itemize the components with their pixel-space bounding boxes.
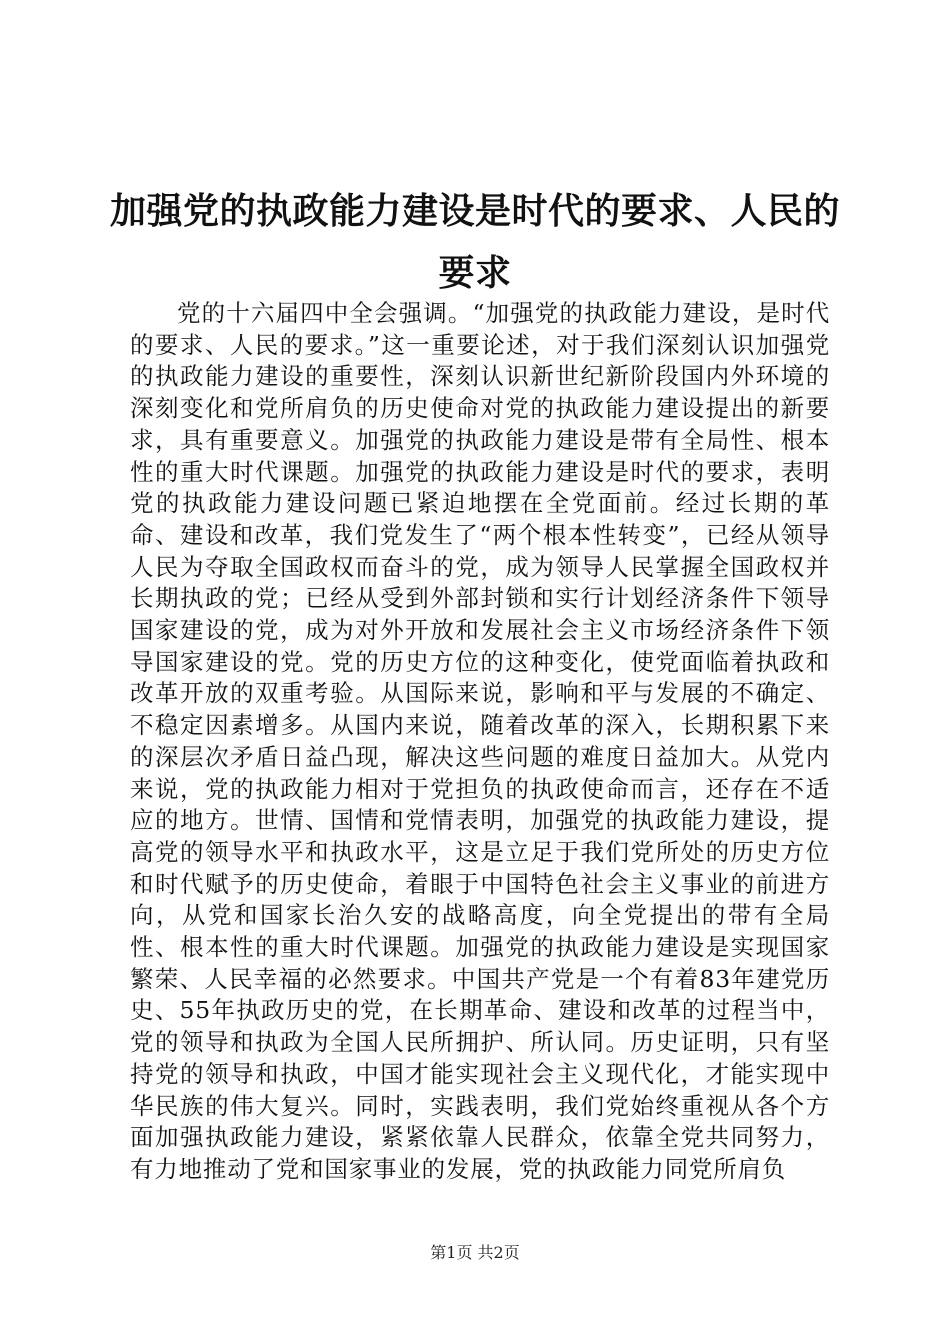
body-paragraph: 党的十六届四中全会强调。“加强党的执政能力建设，是时代的要求、人民的要求。”这一重要论述，对于我们深刻认识加强党的执政能力建设的重要性，深刻认识新世纪新阶段国内外环境的深刻变化和党所肩负的历史使命对党的执政能力建设提出的新要求，具有重要意义。加强党的执政能力建设是带有全局性、根本性的重大时代课题。加强党的执政能力建设是时代的要求，表明党的执政能力建设问题已紧迫地摆在全党面前。经过长期的革命、建设和改革，我们党发生了“两个根本性转变”，已经从领导人民为夺取全国政权而奋斗的党，成为领导人民掌握全国政权并长期执政的党；已经从受到外部封锁和实行计划经济条件下领导国家建设的党，成为对外开放和发展社会主义市场经济条件下领导国家建设的党。党的历史方位的这种变化，使党面临着执政和改革开放的双重考验。从国际来说，影响和平与发展的不确定、不稳定因素增多。从国内来说，随着改革的深入，长期积累下来的深层次矛盾日益凸现，解决这些问题的难度日益加大。从党内来说，党的执政能力相对于党担负的执政使命而言，还存在不适应的地方。世情、国情和党情表明，加强党的执政能力建设，提高党的领导水平和执政水平，这是立足于我们党所处的历史方位和时代赋予的历史使命，着眼于中国特色社会主义事业的前进方向，从党和国家长治久安的战略高度，向全党提出的带有全局性、根本性的重大时代课题。加强党的执政能力建设是实现国家繁荣、人民幸福的必然要求。中国共产党是一个有着83年建党历史、55年执政历史的党，在长期革命、建设和改革的过程当中，党的领导和执政为全国人民所拥护、所认同。历史证明，只有坚持党的领导和执政，中国才能实现社会主义现代化，才能实现中华民族的伟大复兴。同时，实践表明，我们党始终重视从各个方面加强执政能力建设，紧紧依靠人民群众，依靠全党共同努力，有力地推动了党和国家事业的发展，党的执政能力同党所肩负: [130, 299, 830, 1183]
page-footer: 第1页 共2页: [430, 1243, 520, 1262]
document-title: 加强党的执政能力建设是时代的要求、人民的要求: [109, 190, 840, 294]
